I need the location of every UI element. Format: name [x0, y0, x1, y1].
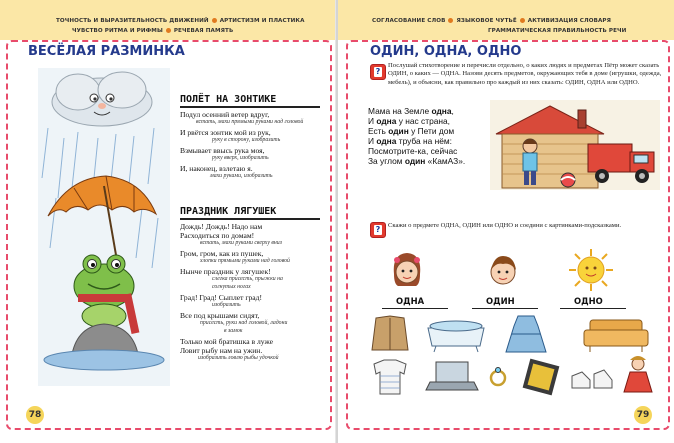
boy-truck-illustration	[490, 100, 660, 190]
divider	[180, 106, 320, 108]
header-topic: АРТИСТИЗМ И ПЛАСТИКА	[219, 18, 305, 24]
rhyme-line: И одна труба на нём:	[368, 136, 452, 146]
poem-line: Подул осенний ветер вдруг,	[180, 110, 270, 119]
rhyme-line: Мама на Земле одна,	[368, 106, 454, 116]
ball	[561, 173, 575, 187]
label-underline	[382, 308, 448, 309]
poem-line: Только мой братишка в луже	[180, 337, 273, 346]
rhyme-line: И одна у нас страна,	[368, 116, 450, 126]
header-topic: СОГЛАСОВАНИЕ СЛОВ	[372, 18, 446, 24]
bullet-dot	[448, 18, 453, 23]
poem-line: Нынче праздник у лягушек!	[180, 267, 271, 276]
poem-line: Дождь! Дождь! Надо нам	[180, 222, 263, 231]
doll-icon	[624, 356, 652, 392]
laptop-icon	[426, 362, 478, 390]
chimney	[578, 110, 586, 128]
rhyme-line: Есть один у Пети дом	[368, 126, 455, 136]
header-topic: ГРАММАТИЧЕСКАЯ ПРАВИЛЬНОСТЬ РЕЧИ	[488, 28, 627, 34]
girl-face-icon	[390, 250, 424, 290]
poem-line: И рвётся зонтик мой из рук,	[180, 128, 271, 137]
boy-face-icon	[486, 252, 520, 290]
poem-line: Все под крышами сидят,	[180, 311, 260, 320]
ring-icon	[491, 368, 505, 386]
header-topic: РЕЧЕВАЯ ПАМЯТЬ	[173, 28, 234, 34]
frog-umbrella-illustration	[38, 68, 170, 386]
poem-note: в замок	[224, 328, 243, 334]
rhyme-line: Посмотрите-ка, сейчас	[368, 146, 458, 156]
poem-note: изобразить	[212, 302, 241, 308]
shirt-icon	[374, 360, 406, 394]
coat-icon	[372, 316, 408, 350]
label-odin: ОДИН	[486, 296, 515, 306]
left-header-line2	[72, 28, 233, 34]
poem-note: хлопки прямыми руками над головой	[200, 258, 290, 264]
divider	[180, 218, 320, 220]
right-page	[338, 0, 674, 443]
poem-note: согнутых ногах	[212, 284, 251, 290]
question-icon: ?	[370, 64, 386, 80]
carpet-icon	[523, 359, 560, 396]
header-topic: АКТИВИЗАЦИЯ СЛОВАРЯ	[527, 18, 611, 24]
poem-line: Расходиться по домам!	[180, 231, 255, 240]
left-header-line1	[56, 18, 305, 24]
poem-line: И, наконец, взлетаю я.	[180, 164, 253, 173]
rhyme-line: За углом один «КамАЗ».	[368, 156, 466, 166]
poem-note: руку в сторону, изобразить	[212, 137, 281, 143]
poem-line: Взмывает ввысь рука моя,	[180, 146, 265, 155]
label-odno: ОДНО	[574, 296, 603, 306]
page-title: ОДИН, ОДНА, ОДНО	[370, 44, 522, 59]
poem-note: руку вверх, изобразить	[212, 155, 269, 161]
right-header-line2	[488, 28, 626, 34]
poem-line: Ловит рыбу нам на ужин.	[180, 346, 263, 355]
poem-line: Град! Град! Сыплет град!	[180, 293, 263, 302]
sun-icon	[568, 248, 614, 292]
puddle	[44, 350, 164, 370]
poem-note: встать, махи прямыми руками над головой	[196, 119, 304, 125]
bullet-dot	[166, 28, 171, 33]
poem-title: ПРАЗДНИК ЛЯГУШЕК	[180, 206, 277, 217]
label-odna: ОДНА	[396, 296, 425, 306]
poem-note: махи руками, изобразить	[210, 173, 273, 179]
house-wall	[502, 134, 598, 188]
page-title: ВЕСЁЛАЯ РАЗМИНКА	[28, 44, 185, 59]
poem-title: ПОЛЁТ НА ЗОНТИКЕ	[180, 94, 277, 105]
page-number: 78	[26, 406, 44, 424]
poem-line: Гром, гром, как из пушек,	[180, 249, 264, 258]
sofa-icon	[584, 320, 648, 352]
bullet-dot	[212, 18, 217, 23]
page-number: 79	[634, 406, 652, 424]
header-topic: ЧУВСТВО РИТМА И РИФМЫ	[72, 28, 163, 34]
shoes-icon	[572, 370, 612, 388]
poem-note: слегка присесть, прыжки на	[212, 276, 283, 282]
bullet-dot	[520, 18, 525, 23]
header-topic: ЯЗЫКОВОЕ ЧУТЬЁ	[456, 18, 517, 24]
left-page	[0, 0, 336, 443]
objects-picture-grid	[368, 314, 658, 396]
poem-note: встать, махи руками сверху вниз	[200, 240, 282, 246]
smiling-cloud	[52, 72, 152, 126]
bathtub-icon	[428, 321, 484, 352]
instruction-text: Скажи о предмете ОДНА, ОДИН или ОДНО и соедини с картинками-подсказками.	[388, 222, 622, 229]
question-icon: ?	[370, 222, 386, 238]
header-topic: ТОЧНОСТЬ И ВЫРАЗИТЕЛЬНОСТЬ ДВИЖЕНИЙ	[56, 18, 209, 24]
right-header-line1	[372, 18, 611, 24]
instruction-text: Послушай стихотворение и перечисли отдельно, о каких людях и предметах Пётр может сказать ОДИН, о каких — ОДНА. Назови десять предметов, окружающих тебя в доме (игрушки, одежда, мебель), и объясни, как правильно про каждый из них сказать: ОДИН, ОДНА или ОДНО.	[388, 62, 662, 86]
label-underline	[472, 308, 538, 309]
poem-note: присесть, руки над головой, ладони	[200, 320, 288, 326]
dress-icon	[506, 316, 546, 352]
label-underline	[560, 308, 626, 309]
poem-note: изобразить ловлю рыбы удочкой	[198, 355, 279, 361]
